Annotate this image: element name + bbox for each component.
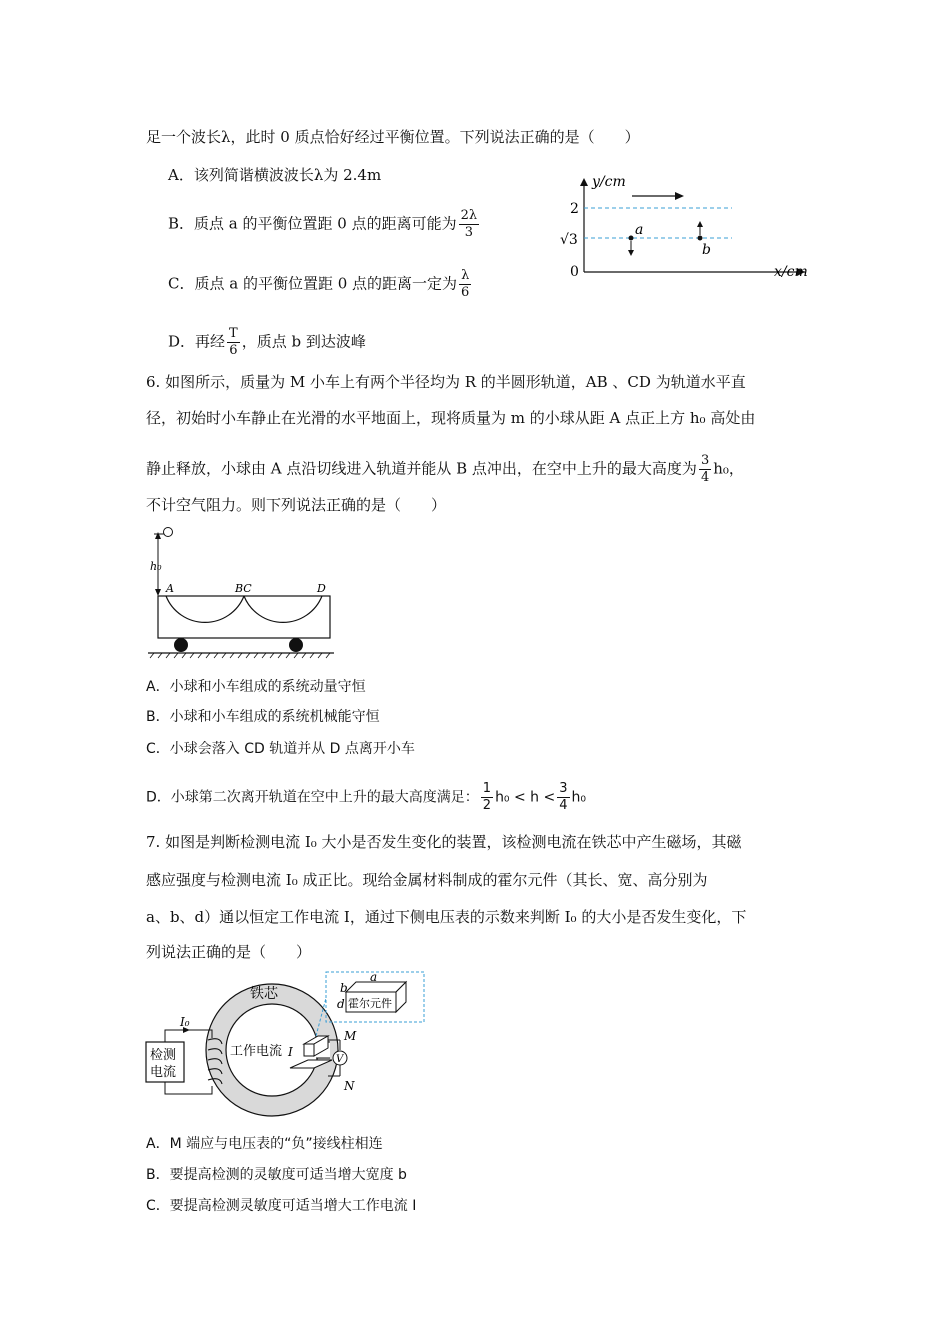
N-label: N bbox=[344, 1079, 355, 1093]
point-A-label: A bbox=[166, 582, 174, 595]
h0-label: h₀ bbox=[150, 560, 162, 573]
q6-option-c: C．小球会落入 CD 轨道并从 D 点离开小车 bbox=[146, 741, 415, 757]
dim-b-label: b bbox=[340, 981, 348, 995]
q6-option-b: B．小球和小车组成的系统机械能守恒 bbox=[146, 709, 380, 725]
wave-figure bbox=[560, 172, 820, 292]
dim-d-label: d bbox=[337, 997, 345, 1011]
I-label: I bbox=[288, 1045, 293, 1059]
q6-line-2: 径，初始时小车静止在光滑的水平地面上，现将质量为 m 的小球从距 A 点正上方 h₀ 高处由 bbox=[146, 409, 756, 427]
q7-line-2: 感应强度与检测电流 I₀ 成正比。现给金属材料制成的霍尔元件（其长、宽、高分别为 bbox=[146, 871, 708, 889]
q5-option-c-text: C．质点 a 的平衡位置距 0 点的距离一定为 bbox=[168, 274, 458, 293]
point-D-label: D bbox=[317, 582, 326, 595]
q5-stem-tail: 足一个波长λ，此时 0 质点恰好经过平衡位置。下列说法正确的是（ ） bbox=[146, 128, 640, 146]
hall-element-label: 霍尔元件 bbox=[348, 997, 392, 1010]
q5-option-c bbox=[168, 268, 473, 301]
x-axis-label: x/cm bbox=[774, 264, 808, 280]
q7-line-3: a、b、d）通以恒定工作电流 I，通过下侧电压表的示数来判断 I₀ 的大小是否发生变化，下 bbox=[146, 908, 747, 926]
detect-label-1: 检测 bbox=[150, 1048, 177, 1063]
y-axis-label: y/cm bbox=[592, 174, 626, 190]
q5-option-d: D．再经 $\frac{T}{6}$ ，质点 b 到达波峰 bbox=[168, 326, 366, 358]
I0-label: I₀ bbox=[180, 1015, 190, 1029]
fraction: $\frac{3}{4}$ bbox=[700, 453, 710, 485]
fraction: $\frac{2\lambda}{3}$ bbox=[460, 208, 478, 240]
fraction: $\frac{3}{4}$ bbox=[559, 781, 568, 813]
q7-line-4: 列说法正确的是（ ） bbox=[146, 943, 312, 961]
q6-line-1: 6. 如图所示，质量为 M 小车上有两个半径均为 R 的半圆形轨道，AB 、CD 为轨道水平直 bbox=[146, 373, 746, 391]
tick-sqrt3: √3 bbox=[560, 232, 578, 248]
fraction: $\frac{1}{2}$ bbox=[482, 781, 492, 813]
q5-option-b bbox=[168, 208, 481, 241]
q6-option-d: D．小球第二次离开轨道在空中上升的最大高度满足： $\frac{1}{2}$ h₀ < h < $\frac{3}{4}$ h₀ bbox=[146, 781, 587, 813]
M-label: M bbox=[344, 1029, 357, 1043]
detect-label-2: 电流 bbox=[150, 1065, 177, 1080]
q7-option-c: C．要提高检测灵敏度可适当增大工作电流 I bbox=[146, 1198, 417, 1214]
fraction: $\frac{T}{6}$ bbox=[229, 326, 238, 358]
cart-figure bbox=[144, 524, 344, 664]
hall-sensor-figure bbox=[142, 968, 432, 1120]
voltmeter-label: V bbox=[336, 1054, 344, 1065]
fraction: $\frac{\lambda}{6}$ bbox=[461, 268, 470, 300]
point-a-label: a bbox=[635, 222, 644, 238]
q5-option-a: A．该列简谐横波波长λ为 2.4m bbox=[168, 166, 382, 184]
tick-2: 2 bbox=[570, 201, 579, 217]
q6-line-3: 静止释放，小球由 A 点沿切线进入轨道并能从 B 点冲出，在空中上升的最大高度为 $\frac{3}{4}$ h₀， bbox=[146, 453, 744, 485]
iron-core-label: 铁芯 bbox=[250, 986, 278, 1002]
dim-a-label: a bbox=[370, 970, 378, 984]
q7-line-1: 7. 如图是判断检测电流 I₀ 大小是否发生变化的装置，该检测电流在铁芯中产生磁场，其磁 bbox=[146, 833, 742, 851]
q5-option-b-text: B．质点 a 的平衡位置距 0 点的距离可能为 bbox=[168, 214, 457, 233]
point-b-label: b bbox=[702, 242, 711, 258]
work-current-label: 工作电流 bbox=[230, 1044, 283, 1059]
q7-option-b: B．要提高检测的灵敏度可适当增大宽度 b bbox=[146, 1167, 407, 1183]
origin-label: 0 bbox=[570, 264, 579, 280]
q6-line-4: 不计空气阻力。则下列说法正确的是（ ） bbox=[146, 496, 447, 514]
q6-option-a: A．小球和小车组成的系统动量守恒 bbox=[146, 679, 366, 695]
point-BC-label: BC bbox=[235, 582, 252, 595]
q7-option-a: A．M 端应与电压表的“负”接线柱相连 bbox=[146, 1136, 383, 1152]
